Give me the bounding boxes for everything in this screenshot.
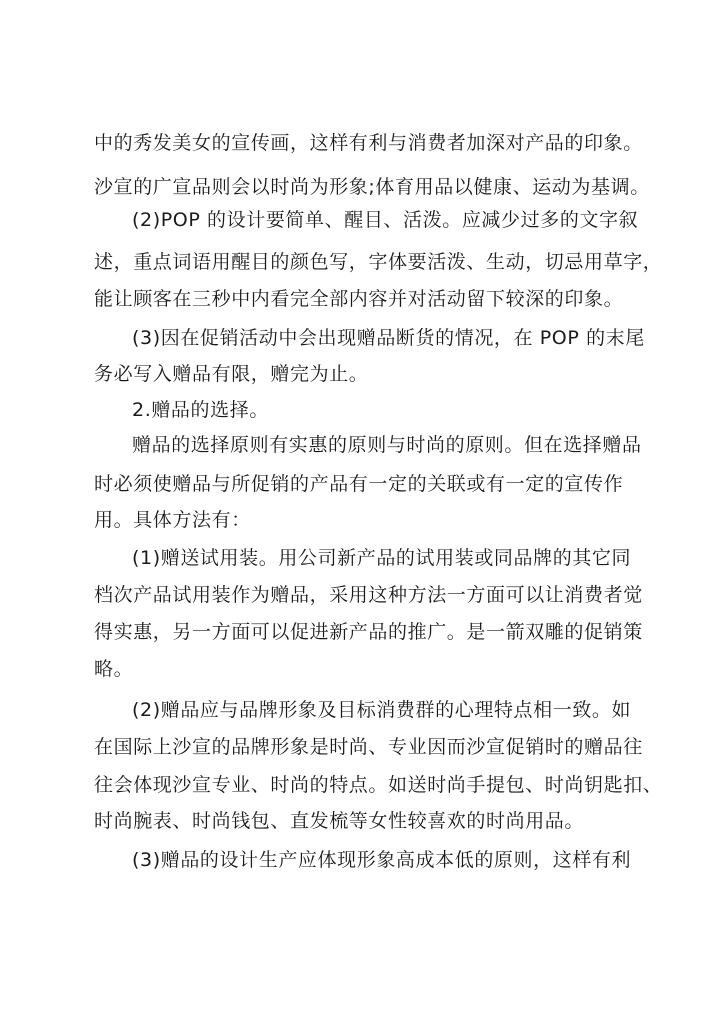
paragraph-start-line: (3)因在促销活动中会出现赠品断货的情况，在 POP 的末尾: [132, 327, 645, 349]
text-line: 沙宣的广宣品则会以时尚为形象;体育用品以健康、运动为基调。: [94, 176, 650, 198]
paragraph-start-line: 赠品的选择原则有实惠的原则与时尚的原则。但在选择赠品: [132, 434, 642, 456]
paragraph-start-line: (1)赠送试用装。用公司新产品的试用装或同品牌的其它同: [132, 547, 632, 569]
text-line: 时尚腕表、时尚钱包、直发梳等女性较喜欢的时尚用品。: [94, 810, 585, 832]
text-line: 务必写入赠品有限，赠完为止。: [94, 363, 369, 385]
text-line: 述，重点词语用醒目的颜色写，字体要活泼、生动，切忌用草字，: [94, 251, 663, 273]
text-line: 在国际上沙宣的品牌形象是时尚、专业因而沙宣促销时的赠品往: [94, 736, 643, 758]
text-line: 用。具体方法有：: [94, 509, 251, 531]
paragraph-start-line: (2)赠品应与品牌形象及目标消费群的心理特点相一致。如: [132, 699, 632, 721]
text-line: 得实惠，另一方面可以促进新产品的推广。是一箭双雕的促销策: [94, 621, 643, 643]
text-line: 时必须使赠品与所促销的产品有一定的关联或有一定的宣传作: [94, 473, 624, 495]
text-line: 往会体现沙宣专业、时尚的特点。如送时尚手提包、时尚钥匙扣、: [94, 774, 663, 796]
paragraph-start-line: (3)赠品的设计生产应体现形象高成本低的原则，这样有利: [132, 849, 632, 871]
text-line: 档次产品试用装作为赠品，采用这种方法一方面可以让消费者觉: [94, 584, 643, 606]
text-line: 中的秀发美女的宣传画，这样有利与消费者加深对产品的印象。: [94, 132, 643, 154]
text-line: 略。: [94, 658, 134, 680]
text-line: 能让顾客在三秒中内看完全部内容并对活动留下较深的印象。: [94, 288, 624, 310]
paragraph-start-line: (2)POP 的设计要简单、醒目、活泼。应减少过多的文字叙: [132, 209, 639, 231]
section-heading: 2.赠品的选择。: [132, 399, 269, 421]
